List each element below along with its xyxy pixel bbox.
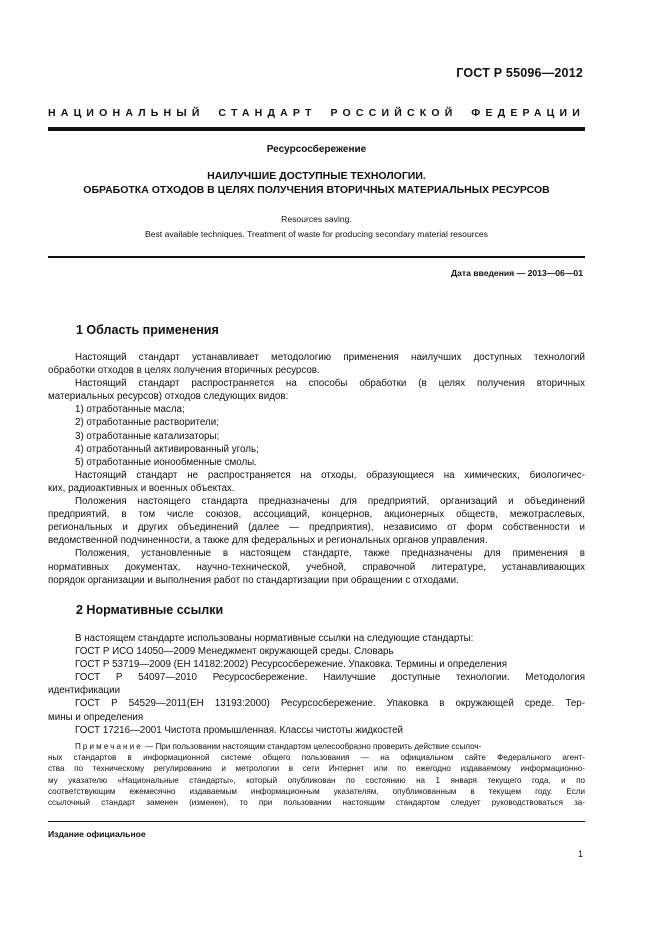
reference-line: мины и определения bbox=[48, 711, 144, 723]
text-line: ких, радиоактивных и военных объектах. bbox=[48, 482, 235, 494]
section-body bbox=[48, 632, 585, 737]
reference-line: идентификации bbox=[48, 685, 121, 697]
section-heading: 2 Нормативные ссылки bbox=[76, 603, 224, 617]
national-standard-banner bbox=[48, 107, 585, 119]
title-rule bbox=[48, 256, 585, 258]
note-label: Примечание bbox=[75, 742, 143, 751]
text-line: В настоящем стандарте использованы нормативные ссылки на следующие стандарты: bbox=[75, 633, 474, 644]
reference-line: ГОСТ Р 54529—2011(ЕН 13193:2000) Ресурсосбережение. Упаковка в окружающей среде. Тер- bbox=[75, 698, 585, 710]
reference-line: ГОСТ Р 54097—2010 Ресурсосбережение. Наилучшие доступные технологии. Методология bbox=[75, 672, 585, 684]
reference-line: ГОСТ Р 53719—2009 (ЕН 14182:2002) Ресурсосбережение. Упаковка. Термины и определения bbox=[75, 659, 508, 671]
text-line: порядок организации и выполнения работ по стандартизации при обращении с отходами. bbox=[48, 574, 459, 586]
note-line: му указателю «Национальные стандарты», который опубликован по состоянию на 1 января текущего года, и по bbox=[48, 775, 585, 785]
text-line: Настоящий стандарт не распространяется на отходы, образующиеся на химических, биологичес- bbox=[75, 469, 585, 481]
banner-word: РОССИЙСКОЙ bbox=[330, 107, 458, 119]
note-line: ных стандартов в информационной системе общего пользования — на официальном сайте Федерального агент- bbox=[48, 753, 585, 763]
note-line: ссылочный стандарт заменен (изменен), то при пользовании настоящим стандартом следует руководствоваться за- bbox=[48, 798, 585, 808]
introduction-date: Дата введения — 2013—06—01 bbox=[450, 268, 583, 278]
text-line: Положения настоящего стандарта предназначены для предприятий, организаций и объединений bbox=[75, 496, 585, 508]
standard-title-line: НАИЛУЧШИЕ ДОСТУПНЫЕ ТЕХНОЛОГИИ. bbox=[207, 170, 426, 182]
section-body bbox=[48, 351, 585, 587]
standard-title-line: ОБРАБОТКА ОТХОДОВ В ЦЕЛЯХ ПОЛУЧЕНИЯ ВТОРИЧНЫХ МАТЕРИАЛЬНЫХ РЕСУРСОВ bbox=[83, 184, 550, 196]
text-line: предприятий, в том числе союзов, ассоциаций, концернов, акционерных обществ, межотраслевых, bbox=[48, 509, 585, 521]
reference-line: ГОСТ 17216—2001 Чистота промышленная. Классы чистоты жидкостей bbox=[75, 724, 404, 736]
text-line: материальных ресурсов) отходов следующих видов: bbox=[48, 391, 289, 403]
edition-label: Издание официальное bbox=[48, 829, 146, 839]
note-line: ства по техническому регулированию и метрологии в сети Интернет или по ежегодно издаваемому информационно- bbox=[48, 764, 585, 774]
footer-rule bbox=[48, 821, 585, 822]
list-item: 4) отработанный активированный уголь; bbox=[75, 443, 259, 455]
text-line: Настоящий стандарт устанавливает методологию применения наилучших доступных технологий bbox=[75, 352, 585, 363]
english-title-line: Best available techniques. Treatment of waste for producing secondary material resources bbox=[145, 229, 488, 239]
reference-line: ГОСТ Р ИСО 14050—2009 Менеджмент окружающей среды. Словарь bbox=[75, 646, 394, 658]
list-item: 1) отработанные масла; bbox=[75, 404, 185, 416]
note-block bbox=[48, 741, 585, 808]
note-first-line bbox=[48, 741, 585, 752]
text-line: ведомственной подчиненности, а также для федеральных и региональных органов управления. bbox=[48, 535, 488, 547]
header-rule bbox=[48, 127, 585, 131]
list-item: 2) отработанные растворители; bbox=[75, 417, 219, 429]
banner-word: НАЦИОНАЛЬНЫЙ bbox=[48, 107, 205, 119]
list-item: 5) отработанные ионообменные смолы. bbox=[75, 456, 257, 468]
banner-word: ФЕДЕРАЦИИ bbox=[471, 107, 585, 119]
english-title-line: Resources saving. bbox=[281, 214, 352, 224]
standard-group-title: Ресурсосбережение bbox=[266, 144, 367, 155]
note-line: соответствующим ежемесячно издаваемым информационным указателям, опубликованным в текущем году. Если bbox=[48, 786, 585, 796]
note-text: — При пользовании настоящим стандартом целесообразно проверить действие ссылоч- bbox=[145, 742, 482, 751]
text-line: региональных и других объединений (далее — предприятия), независимо от форм собственности и bbox=[48, 522, 585, 534]
text-line: Положения, установленные в настоящем стандарте, также предназначены для применения в bbox=[75, 548, 585, 560]
document-number: ГОСТ Р 55096—2012 bbox=[456, 66, 583, 80]
text-line: нормативных документах, научно-технической, учебной, справочной литературе, устанавливающих bbox=[48, 561, 585, 573]
banner-word: СТАНДАРТ bbox=[218, 107, 317, 119]
list-item: 3) отработанные катализаторы; bbox=[75, 430, 220, 442]
text-line: обработки отходов в целях получения вторичных ресурсов. bbox=[48, 365, 320, 377]
page-number: 1 bbox=[577, 849, 583, 859]
section-heading: 1 Область применения bbox=[76, 323, 219, 337]
text-line: Настоящий стандарт распространяется на способы обработки (в целях получения вторичных bbox=[75, 378, 585, 390]
